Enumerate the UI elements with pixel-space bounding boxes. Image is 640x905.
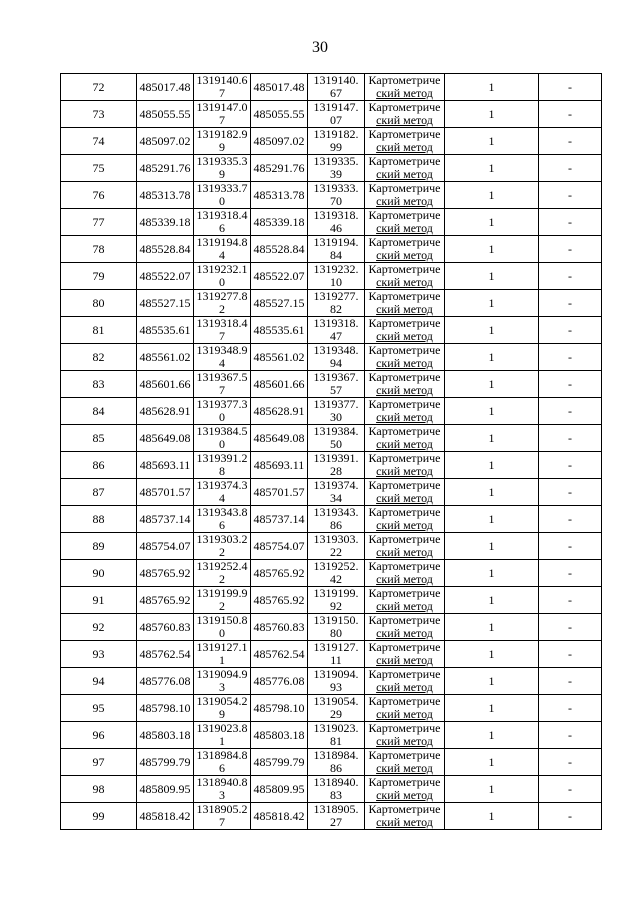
x-coordinate-cell: 485291.76 <box>137 155 194 182</box>
table-row <box>61 803 602 830</box>
x-coordinate-cell-2: 485628.91 <box>251 398 308 425</box>
description-cell: - <box>539 101 602 128</box>
y-coordinate-cell-2: 1319232. 10 <box>308 263 365 290</box>
table-row <box>61 641 602 668</box>
accuracy-cell: 1 <box>445 668 539 695</box>
y-coordinate-cell-2: 1319094. 93 <box>308 668 365 695</box>
description-cell: - <box>539 74 602 101</box>
point-number-cell: 98 <box>61 776 137 803</box>
y-coordinate-cell: 1318905.2 7 <box>194 803 251 830</box>
y-coordinate-cell-2: 1319199. 92 <box>308 587 365 614</box>
method-cell: Картометриче ский метод <box>365 128 445 155</box>
method-cell: Картометриче ский метод <box>365 344 445 371</box>
point-number-cell: 91 <box>61 587 137 614</box>
y-coordinate-cell-2: 1319384. 50 <box>308 425 365 452</box>
table-row <box>61 371 602 398</box>
table-row <box>61 317 602 344</box>
x-coordinate-cell: 485799.79 <box>137 749 194 776</box>
table-row <box>61 236 602 263</box>
x-coordinate-cell: 485754.07 <box>137 533 194 560</box>
accuracy-cell: 1 <box>445 695 539 722</box>
y-coordinate-cell-2: 1319391. 28 <box>308 452 365 479</box>
description-cell: - <box>539 452 602 479</box>
point-number-cell: 72 <box>61 74 137 101</box>
table-row <box>61 398 602 425</box>
y-coordinate-cell-2: 1319333. 70 <box>308 182 365 209</box>
point-number-cell: 74 <box>61 128 137 155</box>
table-row <box>61 749 602 776</box>
x-coordinate-cell: 485017.48 <box>137 74 194 101</box>
y-coordinate-cell-2: 1319277. 82 <box>308 290 365 317</box>
table-row <box>61 290 602 317</box>
table-body <box>61 74 602 830</box>
accuracy-cell: 1 <box>445 263 539 290</box>
point-number-cell: 89 <box>61 533 137 560</box>
accuracy-cell: 1 <box>445 425 539 452</box>
y-coordinate-cell-2: 1318984. 86 <box>308 749 365 776</box>
table-row <box>61 182 602 209</box>
y-coordinate-cell-2: 1319343. 86 <box>308 506 365 533</box>
x-coordinate-cell: 485339.18 <box>137 209 194 236</box>
x-coordinate-cell: 485762.54 <box>137 641 194 668</box>
y-coordinate-cell: 1319391.2 8 <box>194 452 251 479</box>
x-coordinate-cell-2: 485561.02 <box>251 344 308 371</box>
table-row <box>61 695 602 722</box>
accuracy-cell: 1 <box>445 290 539 317</box>
x-coordinate-cell: 485803.18 <box>137 722 194 749</box>
table-row <box>61 128 602 155</box>
point-number-cell: 99 <box>61 803 137 830</box>
y-coordinate-cell: 1318984.8 6 <box>194 749 251 776</box>
description-cell: - <box>539 776 602 803</box>
point-number-cell: 92 <box>61 614 137 641</box>
y-coordinate-cell-2: 1319140. 67 <box>308 74 365 101</box>
y-coordinate-cell: 1319277.8 2 <box>194 290 251 317</box>
point-number-cell: 88 <box>61 506 137 533</box>
description-cell: - <box>539 614 602 641</box>
method-cell: Картометриче ский метод <box>365 155 445 182</box>
accuracy-cell: 1 <box>445 614 539 641</box>
accuracy-cell: 1 <box>445 803 539 830</box>
description-cell: - <box>539 668 602 695</box>
accuracy-cell: 1 <box>445 533 539 560</box>
table-row <box>61 560 602 587</box>
accuracy-cell: 1 <box>445 749 539 776</box>
y-coordinate-cell-2: 1319182. 99 <box>308 128 365 155</box>
x-coordinate-cell-2: 485017.48 <box>251 74 308 101</box>
y-coordinate-cell: 1319094.9 3 <box>194 668 251 695</box>
accuracy-cell: 1 <box>445 209 539 236</box>
x-coordinate-cell: 485798.10 <box>137 695 194 722</box>
x-coordinate-cell-2: 485601.66 <box>251 371 308 398</box>
table-row <box>61 506 602 533</box>
point-number-cell: 90 <box>61 560 137 587</box>
x-coordinate-cell-2: 485701.57 <box>251 479 308 506</box>
description-cell: - <box>539 506 602 533</box>
y-coordinate-cell: 1319199.9 2 <box>194 587 251 614</box>
method-cell: Картометриче ский метод <box>365 641 445 668</box>
table-row <box>61 776 602 803</box>
x-coordinate-cell-2: 485535.61 <box>251 317 308 344</box>
y-coordinate-cell: 1319333.7 0 <box>194 182 251 209</box>
description-cell: - <box>539 587 602 614</box>
x-coordinate-cell: 485527.15 <box>137 290 194 317</box>
point-number-cell: 81 <box>61 317 137 344</box>
accuracy-cell: 1 <box>445 452 539 479</box>
x-coordinate-cell: 485765.92 <box>137 560 194 587</box>
page-number: 30 <box>312 39 328 56</box>
x-coordinate-cell-2: 485765.92 <box>251 587 308 614</box>
method-cell: Картометриче ский метод <box>365 776 445 803</box>
point-number-cell: 79 <box>61 263 137 290</box>
y-coordinate-cell: 1319140.6 7 <box>194 74 251 101</box>
y-coordinate-cell-2: 1319147. 07 <box>308 101 365 128</box>
table-row <box>61 479 602 506</box>
description-cell: - <box>539 749 602 776</box>
y-coordinate-cell: 1319367.5 7 <box>194 371 251 398</box>
accuracy-cell: 1 <box>445 560 539 587</box>
point-number-cell: 85 <box>61 425 137 452</box>
y-coordinate-cell: 1319150.8 0 <box>194 614 251 641</box>
accuracy-cell: 1 <box>445 74 539 101</box>
accuracy-cell: 1 <box>445 344 539 371</box>
accuracy-cell: 1 <box>445 641 539 668</box>
x-coordinate-cell: 485760.83 <box>137 614 194 641</box>
x-coordinate-cell-2: 485522.07 <box>251 263 308 290</box>
method-cell: Картометриче ский метод <box>365 209 445 236</box>
x-coordinate-cell: 485765.92 <box>137 587 194 614</box>
accuracy-cell: 1 <box>445 236 539 263</box>
x-coordinate-cell: 485818.42 <box>137 803 194 830</box>
x-coordinate-cell: 485776.08 <box>137 668 194 695</box>
method-cell: Картометриче ский метод <box>365 722 445 749</box>
method-cell: Картометриче ский метод <box>365 425 445 452</box>
y-coordinate-cell-2: 1319023. 81 <box>308 722 365 749</box>
table-row <box>61 668 602 695</box>
accuracy-cell: 1 <box>445 155 539 182</box>
point-number-cell: 73 <box>61 101 137 128</box>
y-coordinate-cell-2: 1319318. 47 <box>308 317 365 344</box>
method-cell: Картометриче ский метод <box>365 533 445 560</box>
table-row <box>61 722 602 749</box>
description-cell: - <box>539 128 602 155</box>
y-coordinate-cell-2: 1318940. 83 <box>308 776 365 803</box>
accuracy-cell: 1 <box>445 182 539 209</box>
y-coordinate-cell: 1319252.4 2 <box>194 560 251 587</box>
x-coordinate-cell-2: 485737.14 <box>251 506 308 533</box>
table-row <box>61 263 602 290</box>
x-coordinate-cell-2: 485693.11 <box>251 452 308 479</box>
y-coordinate-cell-2: 1319318. 46 <box>308 209 365 236</box>
y-coordinate-cell-2: 1319127. 11 <box>308 641 365 668</box>
y-coordinate-cell: 1319127.1 1 <box>194 641 251 668</box>
description-cell: - <box>539 398 602 425</box>
point-number-cell: 97 <box>61 749 137 776</box>
description-cell: - <box>539 317 602 344</box>
method-cell: Картометриче ский метод <box>365 587 445 614</box>
accuracy-cell: 1 <box>445 776 539 803</box>
description-cell: - <box>539 641 602 668</box>
x-coordinate-cell-2: 485762.54 <box>251 641 308 668</box>
y-coordinate-cell: 1319303.2 2 <box>194 533 251 560</box>
x-coordinate-cell-2: 485339.18 <box>251 209 308 236</box>
accuracy-cell: 1 <box>445 479 539 506</box>
x-coordinate-cell-2: 485798.10 <box>251 695 308 722</box>
y-coordinate-cell-2: 1319054. 29 <box>308 695 365 722</box>
y-coordinate-cell: 1319343.8 6 <box>194 506 251 533</box>
x-coordinate-cell-2: 485649.08 <box>251 425 308 452</box>
x-coordinate-cell: 485522.07 <box>137 263 194 290</box>
method-cell: Картометриче ский метод <box>365 317 445 344</box>
accuracy-cell: 1 <box>445 587 539 614</box>
point-number-cell: 95 <box>61 695 137 722</box>
accuracy-cell: 1 <box>445 128 539 155</box>
y-coordinate-cell-2: 1319348. 94 <box>308 344 365 371</box>
method-cell: Картометриче ский метод <box>365 479 445 506</box>
method-cell: Картометриче ский метод <box>365 290 445 317</box>
x-coordinate-cell: 485693.11 <box>137 452 194 479</box>
accuracy-cell: 1 <box>445 371 539 398</box>
x-coordinate-cell: 485055.55 <box>137 101 194 128</box>
method-cell: Картометриче ский метод <box>365 506 445 533</box>
description-cell: - <box>539 803 602 830</box>
x-coordinate-cell-2: 485776.08 <box>251 668 308 695</box>
y-coordinate-cell: 1319318.4 7 <box>194 317 251 344</box>
method-cell: Картометриче ский метод <box>365 803 445 830</box>
y-coordinate-cell-2: 1319194. 84 <box>308 236 365 263</box>
x-coordinate-cell-2: 485754.07 <box>251 533 308 560</box>
x-coordinate-cell: 485561.02 <box>137 344 194 371</box>
method-cell: Картометриче ский метод <box>365 452 445 479</box>
point-number-cell: 75 <box>61 155 137 182</box>
description-cell: - <box>539 209 602 236</box>
y-coordinate-cell-2: 1319377. 30 <box>308 398 365 425</box>
x-coordinate-cell-2: 485799.79 <box>251 749 308 776</box>
point-number-cell: 77 <box>61 209 137 236</box>
table-row <box>61 101 602 128</box>
coordinates-table <box>60 73 602 830</box>
accuracy-cell: 1 <box>445 317 539 344</box>
method-cell: Картометриче ский метод <box>365 614 445 641</box>
x-coordinate-cell: 485737.14 <box>137 506 194 533</box>
table-row <box>61 587 602 614</box>
method-cell: Картометриче ский метод <box>365 398 445 425</box>
description-cell: - <box>539 290 602 317</box>
x-coordinate-cell-2: 485809.95 <box>251 776 308 803</box>
description-cell: - <box>539 371 602 398</box>
point-number-cell: 78 <box>61 236 137 263</box>
accuracy-cell: 1 <box>445 506 539 533</box>
x-coordinate-cell-2: 485055.55 <box>251 101 308 128</box>
y-coordinate-cell: 1319147.0 7 <box>194 101 251 128</box>
y-coordinate-cell: 1319377.3 0 <box>194 398 251 425</box>
y-coordinate-cell: 1319318.4 6 <box>194 209 251 236</box>
description-cell: - <box>539 344 602 371</box>
table-row <box>61 344 602 371</box>
description-cell: - <box>539 236 602 263</box>
method-cell: Картометриче ский метод <box>365 236 445 263</box>
x-coordinate-cell: 485601.66 <box>137 371 194 398</box>
method-cell: Картометриче ский метод <box>365 695 445 722</box>
y-coordinate-cell: 1318940.8 3 <box>194 776 251 803</box>
x-coordinate-cell: 485097.02 <box>137 128 194 155</box>
point-number-cell: 80 <box>61 290 137 317</box>
table-row <box>61 452 602 479</box>
x-coordinate-cell-2: 485803.18 <box>251 722 308 749</box>
accuracy-cell: 1 <box>445 398 539 425</box>
point-number-cell: 94 <box>61 668 137 695</box>
x-coordinate-cell-2: 485765.92 <box>251 560 308 587</box>
description-cell: - <box>539 533 602 560</box>
y-coordinate-cell: 1319335.3 9 <box>194 155 251 182</box>
y-coordinate-cell: 1319023.8 1 <box>194 722 251 749</box>
point-number-cell: 84 <box>61 398 137 425</box>
point-number-cell: 86 <box>61 452 137 479</box>
y-coordinate-cell-2: 1319367. 57 <box>308 371 365 398</box>
x-coordinate-cell-2: 485760.83 <box>251 614 308 641</box>
method-cell: Картометриче ский метод <box>365 263 445 290</box>
x-coordinate-cell: 485701.57 <box>137 479 194 506</box>
y-coordinate-cell-2: 1318905. 27 <box>308 803 365 830</box>
y-coordinate-cell: 1319374.3 4 <box>194 479 251 506</box>
point-number-cell: 76 <box>61 182 137 209</box>
method-cell: Картометриче ский метод <box>365 560 445 587</box>
table-row <box>61 74 602 101</box>
point-number-cell: 82 <box>61 344 137 371</box>
x-coordinate-cell-2: 485527.15 <box>251 290 308 317</box>
point-number-cell: 93 <box>61 641 137 668</box>
table-row <box>61 425 602 452</box>
table-row <box>61 533 602 560</box>
x-coordinate-cell-2: 485097.02 <box>251 128 308 155</box>
description-cell: - <box>539 155 602 182</box>
x-coordinate-cell-2: 485528.84 <box>251 236 308 263</box>
y-coordinate-cell-2: 1319335. 39 <box>308 155 365 182</box>
y-coordinate-cell: 1319232.1 0 <box>194 263 251 290</box>
x-coordinate-cell-2: 485313.78 <box>251 182 308 209</box>
y-coordinate-cell: 1319194.8 4 <box>194 236 251 263</box>
x-coordinate-cell-2: 485291.76 <box>251 155 308 182</box>
y-coordinate-cell: 1319348.9 4 <box>194 344 251 371</box>
description-cell: - <box>539 560 602 587</box>
description-cell: - <box>539 695 602 722</box>
x-coordinate-cell-2: 485818.42 <box>251 803 308 830</box>
accuracy-cell: 1 <box>445 722 539 749</box>
table-row <box>61 614 602 641</box>
y-coordinate-cell-2: 1319252. 42 <box>308 560 365 587</box>
x-coordinate-cell: 485535.61 <box>137 317 194 344</box>
method-cell: Картометриче ский метод <box>365 74 445 101</box>
x-coordinate-cell: 485809.95 <box>137 776 194 803</box>
x-coordinate-cell: 485649.08 <box>137 425 194 452</box>
y-coordinate-cell-2: 1319303. 22 <box>308 533 365 560</box>
table-row <box>61 155 602 182</box>
method-cell: Картометриче ский метод <box>365 182 445 209</box>
x-coordinate-cell: 485628.91 <box>137 398 194 425</box>
point-number-cell: 87 <box>61 479 137 506</box>
y-coordinate-cell-2: 1319374. 34 <box>308 479 365 506</box>
description-cell: - <box>539 425 602 452</box>
table-row <box>61 209 602 236</box>
y-coordinate-cell: 1319384.5 0 <box>194 425 251 452</box>
y-coordinate-cell-2: 1319150. 80 <box>308 614 365 641</box>
method-cell: Картометриче ский метод <box>365 371 445 398</box>
point-number-cell: 83 <box>61 371 137 398</box>
method-cell: Картометриче ский метод <box>365 668 445 695</box>
accuracy-cell: 1 <box>445 101 539 128</box>
x-coordinate-cell: 485313.78 <box>137 182 194 209</box>
description-cell: - <box>539 722 602 749</box>
method-cell: Картометриче ский метод <box>365 749 445 776</box>
description-cell: - <box>539 479 602 506</box>
description-cell: - <box>539 263 602 290</box>
x-coordinate-cell: 485528.84 <box>137 236 194 263</box>
point-number-cell: 96 <box>61 722 137 749</box>
y-coordinate-cell: 1319054.2 9 <box>194 695 251 722</box>
y-coordinate-cell: 1319182.9 9 <box>194 128 251 155</box>
method-cell: Картометриче ский метод <box>365 101 445 128</box>
description-cell: - <box>539 182 602 209</box>
